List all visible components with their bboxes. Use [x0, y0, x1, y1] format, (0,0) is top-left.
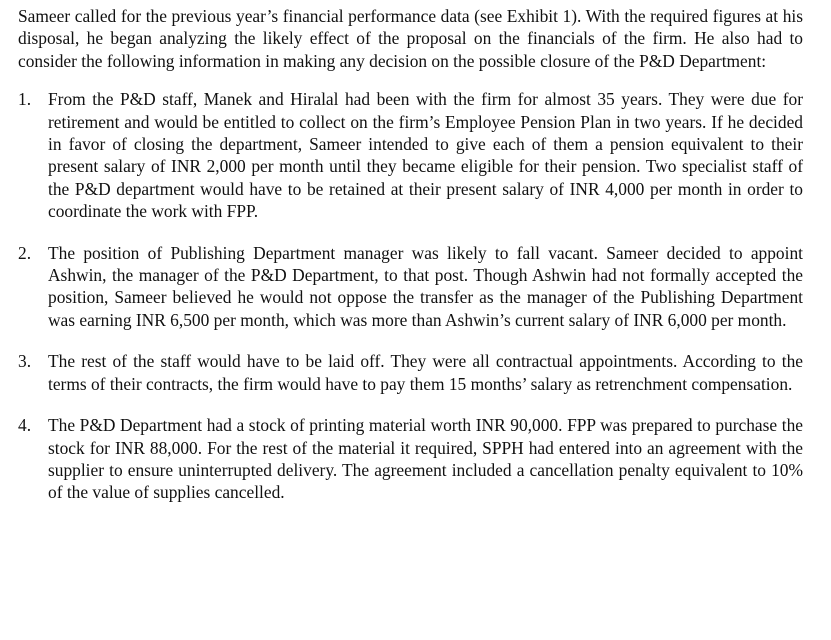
list-item [18, 242, 803, 332]
list-item [18, 350, 803, 395]
list-item [18, 88, 803, 222]
list-item-number: 3. [18, 351, 32, 372]
list-item-text: The position of Publishing Department manager was likely to fall vacant. Sameer decided to appoint Ashwin, the manager of the P&D Department, to that post. Though Ashwin had not formally accepted the position, Sameer believed he would not oppose the transfer as the manager of the Publishing Department was earning INR 6,500 per month, which was more than Ashwin’s current salary of INR 6,000 per month. [48, 242, 803, 330]
list-item-number: 1. [18, 89, 32, 110]
list-item [18, 414, 803, 504]
list-item-text: From the P&D staff, Manek and Hiralal had been with the firm for almost 35 years. They were due for retirement and would be entitled to collect on the firm’s Employee Pension Plan in two years. If he decided in favor of closing the department, Sameer intended to give each of them a pension equivalent to their present salary of INR 2,000 per month until they became eligible for their pension. Two specialist staff of the P&D department would have to be retained at their present salary of INR 4,000 per month in order to coordinate the work with FPP. [48, 89, 803, 222]
intro-paragraph: Sameer called for the previous year’s financial performance data (see Exhibit 1). With the required figures at his disposal, he began analyzing the likely effect of the proposal on the financials of the firm. He also had to consider the following information in making any decision on the possible closure of the P&D Department: [18, 6, 803, 71]
numbered-list [18, 88, 803, 504]
list-item-number: 4. [18, 415, 32, 436]
list-item-number: 2. [18, 242, 32, 263]
list-item-text: The rest of the staff would have to be laid off. They were all contractual appointments. According to the terms of their contracts, the firm would have to pay them 15 months’ salary as retrenchment compensation. [48, 351, 803, 394]
list-item-text: The P&D Department had a stock of printing material worth INR 90,000. FPP was prepared to purchase the stock for INR 88,000. For the rest of the material it required, SPPH had entered into an agreement with the supplier to ensure uninterrupted delivery. The agreement included a cancellation penalty equivalent to 10% of the value of supplies cancelled. [48, 415, 803, 503]
